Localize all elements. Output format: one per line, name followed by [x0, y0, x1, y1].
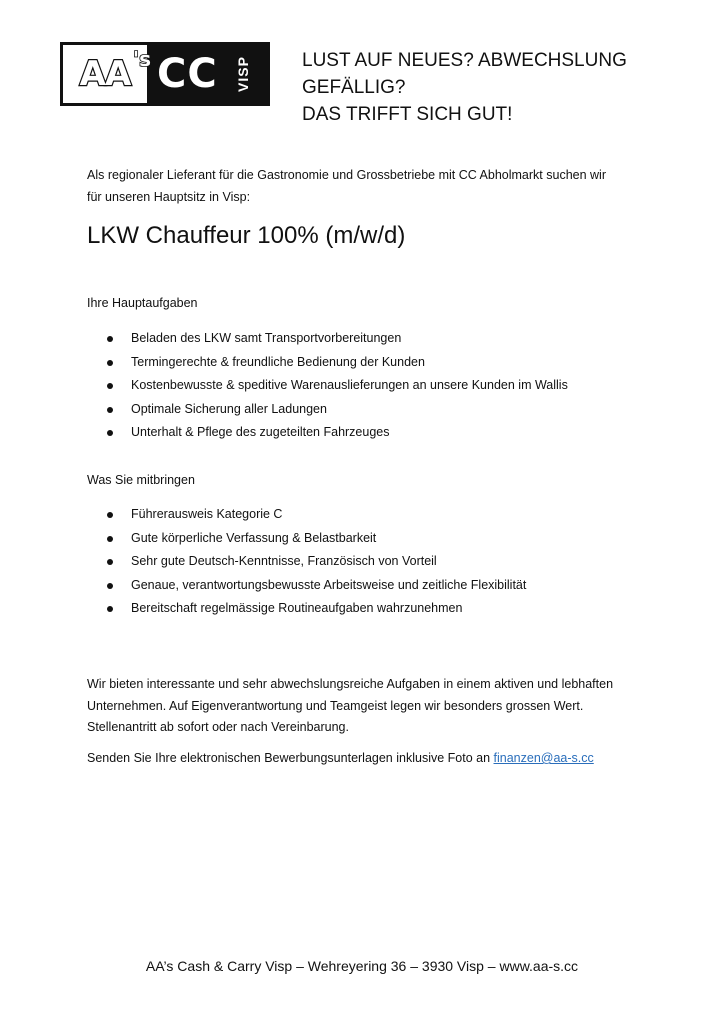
headline-line-1: LUST AUF NEUES? ABWECHSLUNG	[302, 50, 627, 71]
list-item: Sehr gute Deutsch-Kenntnisse, Französisch von Vorteil	[104, 550, 526, 574]
list-item: Bereitschaft regelmässige Routineaufgaben wahrzunehmen	[104, 597, 526, 621]
list-item: Termingerechte & freundliche Bedienung der Kunden	[104, 351, 568, 375]
list-item: Genaue, verantwortungsbewusste Arbeitsweise und zeitliche Flexibilität	[104, 574, 526, 598]
headline-line-3: DAS TRIFFT SICH GUT!	[302, 104, 513, 125]
logo-cc-block	[147, 45, 267, 103]
job-title: LKW Chauffeur 100% (m/w/d)	[87, 222, 406, 249]
list-item: Gute körperliche Verfassung & Belastbarkeit	[104, 527, 526, 551]
offer-text: Wir bieten interessante und sehr abwechslungsreiche Aufgaben in einem aktiven und lebhaften Unternehmen. Auf Eigenverantwortung und Teamgeist legen wir besonders grossen Wert. Stellenantritt ab sofort oder nach Vereinbarung.	[87, 677, 614, 734]
application-text	[87, 748, 627, 770]
headline	[302, 47, 632, 128]
logo-visp-text: VISP	[235, 56, 252, 92]
logo-apostrophe-s: 's	[132, 47, 151, 71]
headline-line-2: GEFÄLLIG?	[302, 77, 406, 98]
list-item: Kostenbewusste & speditive Warenauslieferungen an unsere Kunden im Wallis	[104, 374, 568, 398]
list-item: Führerausweis Kategorie C	[104, 503, 526, 527]
list-item: Unterhalt & Pflege des zugeteilten Fahrzeuges	[104, 421, 568, 445]
list-item: Optimale Sicherung aller Ladungen	[104, 398, 568, 422]
application-sentence: Senden Sie Ihre elektronischen Bewerbungsunterlagen inklusive Foto an	[87, 751, 494, 765]
email-link[interactable]: finanzen@aa-s.cc	[493, 751, 594, 765]
tasks-list	[104, 327, 568, 445]
tasks-heading: Ihre Hauptaufgaben	[87, 296, 198, 310]
logo-cc-text: CC	[157, 51, 218, 97]
company-logo	[60, 42, 270, 106]
footer-contact: AA’s Cash & Carry Visp – Wehreyering 36 – 3930 Visp – www.aa-s.cc	[145, 958, 579, 974]
requirements-heading: Was Sie mitbringen	[87, 473, 195, 487]
requirements-list	[104, 503, 526, 621]
logo-aa-text: AA	[79, 54, 131, 94]
list-item: Beladen des LKW samt Transportvorbereitungen	[104, 327, 568, 351]
logo-aa-block	[63, 45, 151, 103]
intro-text: Als regionaler Lieferant für die Gastronomie und Grossbetriebe mit CC Abholmarkt suchen wir für unseren Hauptsitz in Visp:	[87, 168, 606, 204]
